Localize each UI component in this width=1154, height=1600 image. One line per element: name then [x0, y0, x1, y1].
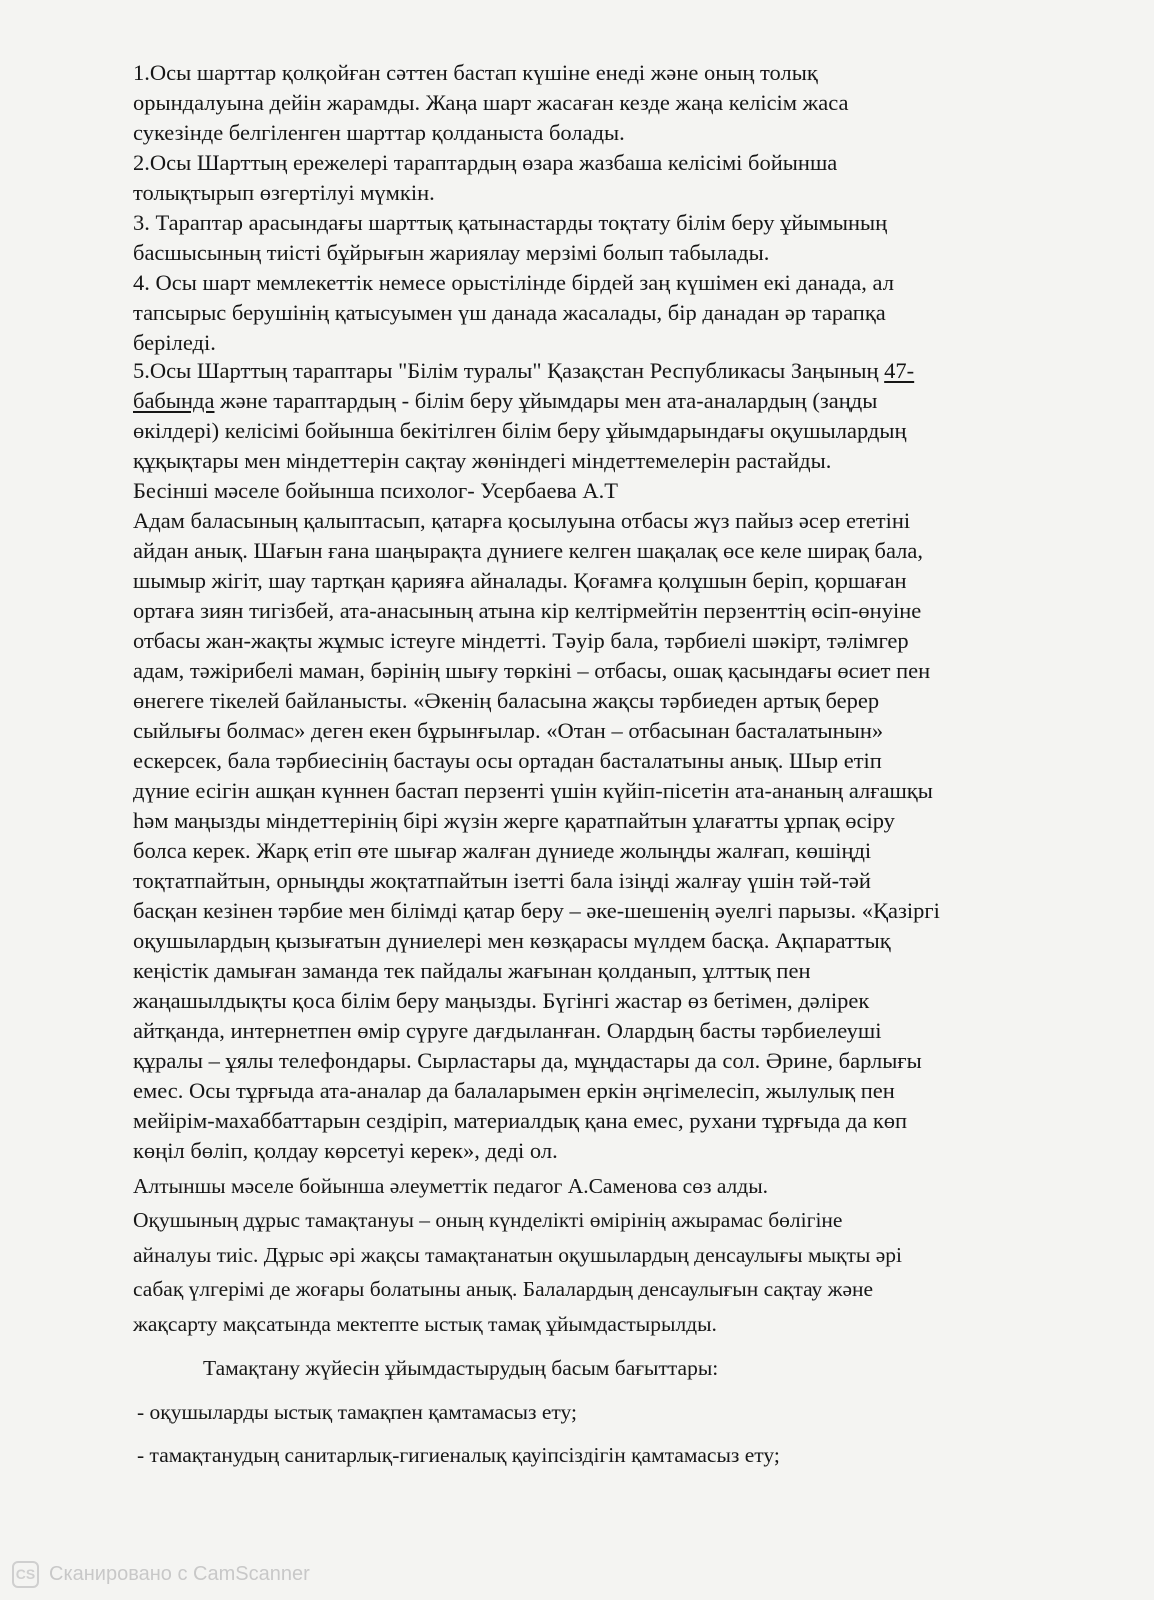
text-line: тапсырыс берушінің қатысуымен үш данада жасалады, бір данадан әр тарапқа: [133, 300, 886, 325]
text-line: сукезінде белгіленген шарттар қолданыста болады.: [133, 120, 625, 145]
text-line: һәм маңызды міндеттерінің бірі жүзін жерге қаратпайтын ұлағатты ұрпақ өсіру: [133, 808, 895, 833]
text-line: 2.Осы Шарттың ережелері тараптардың өзара жазбаша келісімі бойынша: [133, 150, 838, 175]
text-line: беріледі.: [133, 330, 216, 355]
text-line: құқықтары мен міндеттерін сақтау жөніндегі міндеттемелерін растайды.: [133, 448, 832, 473]
article-link-number: 47-: [884, 358, 915, 383]
text-line: айналуы тиіс. Дұрыс әрі жақсы тамақтанатын оқушылардың денсаулығы мықты әрі: [133, 1243, 902, 1267]
text-line: басшысының тиісті бұйрығын жариялау мерзімі болып табылады.: [133, 240, 770, 265]
text-line: басқан кезінен тәрбие мен білімді қатар беру – әке-шешенің әуелгі парызы. «Қазіргі: [133, 898, 940, 923]
section-heading: Бесінші мәселе бойынша психолог- Усербаева А.Т: [133, 478, 619, 503]
text-line: отбасы жан-жақты жұмыс істеуге міндетті. Тәуір бала, тәрбиелі шәкірт, тәлімгер: [133, 628, 909, 653]
text-line: 3. Тараптар арасындағы шарттық қатынастарды тоқтату білім беру ұйымының: [133, 210, 888, 235]
text-line: 1.Осы шарттар қолқойған сәттен бастап күшіне енеді және оның толық: [133, 60, 818, 85]
text-line: Адам баласының қалыптасып, қатарға қосылуына отбасы жүз пайыз әсер ететіні: [133, 508, 911, 533]
text-line: айтқанда, интернетпен өмір сүруге дағдыланған. Олардың басты тәрбиелеуші: [133, 1018, 882, 1043]
text-line: [133, 386, 877, 416]
section-heading: Алтыншы мәселе бойынша әлеуметтік педагог А.Саменова сөз алды.: [133, 1174, 769, 1198]
text-line: 4. Осы шарт мемлекеттік немесе орыстілінде бірдей заң күшімен екі данада, ал: [133, 270, 894, 295]
camscanner-watermark: [12, 1559, 310, 1589]
text-line: өкілдері) келісімі бойынша бекітілген білім беру ұйымдарындағы оқушылардың: [133, 418, 907, 443]
text-line: болса керек. Жарқ етіп өте шығар жалған дүниеде жолыңды жалғап, көшіңді: [133, 838, 872, 863]
text-line: сабақ үлгерімі де жоғары болатыны анық. Балалардың денсаулығын сақтау және: [133, 1277, 874, 1301]
text-line: тоқтатпайтын, орныңды жоқтатпайтын ізетті бала ізіңді жалғау үшін тәй-тәй: [133, 868, 871, 893]
article-link-word: бабында: [133, 388, 215, 413]
text-line: оқушылардың қызығатын дүниелері мен көзқарасы мүлдем басқа. Ақпараттық: [133, 928, 891, 953]
text-line: құралы – ұялы телефондары. Сырластары да, мұңдастары да сол. Әрине, барлығы: [133, 1048, 922, 1073]
text-line: дүние есігін ашқан күннен бастап перзенті үшін күйіп-пісетін ата-ананың алғашқы: [133, 778, 933, 803]
text-line: ортаға зиян тигізбей, ата-анасының атына кір келтірмейтін перзенттің өсіп-өнуіне: [133, 598, 922, 623]
text-segment: және тараптардың - білім беру ұйымдары мен ата-аналардың (заңды: [214, 388, 878, 413]
text-line: Оқушының дұрыс тамақтануы – оның күнделікті өмірінің ажырамас бөлігіне: [133, 1208, 843, 1232]
text-line: жақсарту мақсатында мектепте ыстық тамақ ұйымдастырылды.: [133, 1312, 717, 1336]
camscanner-logo-icon: CS: [12, 1561, 39, 1588]
text-line: [133, 356, 914, 386]
text-line: адам, тәжірибелі маман, бәрінің шығу төркіні – отбасы, ошақ қасындағы өсиет пен: [133, 658, 931, 683]
text-line: кеңістік дамыған заманда тек пайдалы жағынан қолданып, ұлттық пен: [133, 958, 811, 983]
text-line: мейірім-махаббаттарын сездіріп, материалдық қана емес, рухани тұрғыда да көп: [133, 1108, 908, 1133]
text-line: толықтырып өзгертілуі мүмкін.: [133, 180, 435, 205]
text-line: емес. Осы тұрғыда ата-аналар да балаларымен еркін әңгімелесіп, жылулық пен: [133, 1078, 895, 1103]
text-line: сыйлығы болмас» деген екен бұрынғылар. «Отан – отбасынан басталатынын»: [133, 718, 884, 743]
text-line: орындалуына дейін жарамды. Жаңа шарт жасаған кезде жаңа келісім жаса: [133, 90, 849, 115]
text-line: жаңашылдықты қоса білім беру маңызды. Бүгінгі жастар өз бетімен, дәлірек: [133, 988, 870, 1013]
text-segment: 5.Осы Шарттың тараптары "Білім туралы" Қазақстан Республикасы Заңының: [133, 358, 885, 383]
text-line: айдан анық. Шағын ғана шаңырақта дүниеге келген шақалақ өсе келе ширақ бала,: [133, 538, 924, 563]
text-line: шымыр жігіт, шау тартқан қарияға айналады. Қоғамға қолұшын беріп, қоршаған: [133, 568, 907, 593]
list-item: - тамақтанудың санитарлық-гигиеналық қауіпсіздігін қамтамасыз ету;: [137, 1443, 780, 1467]
list-heading: Тамақтану жүйесін ұйымдастырудың басым бағыттары:: [203, 1356, 719, 1380]
list-item: - оқушыларды ыстық тамақпен қамтамасыз ету;: [137, 1400, 577, 1424]
text-line: өнегеге тікелей байланысты. «Әкенің баласына жақсы тәрбиеден артық берер: [133, 688, 880, 713]
text-line: ескерсек, бала тәрбиесінің бастауы осы ортадан басталатыны анық. Шыр етіп: [133, 748, 882, 773]
camscanner-text: Сканировано с CamScanner: [49, 1562, 310, 1585]
text-line: көңіл бөліп, қолдау көрсетуі керек», деді ол.: [133, 1138, 558, 1163]
